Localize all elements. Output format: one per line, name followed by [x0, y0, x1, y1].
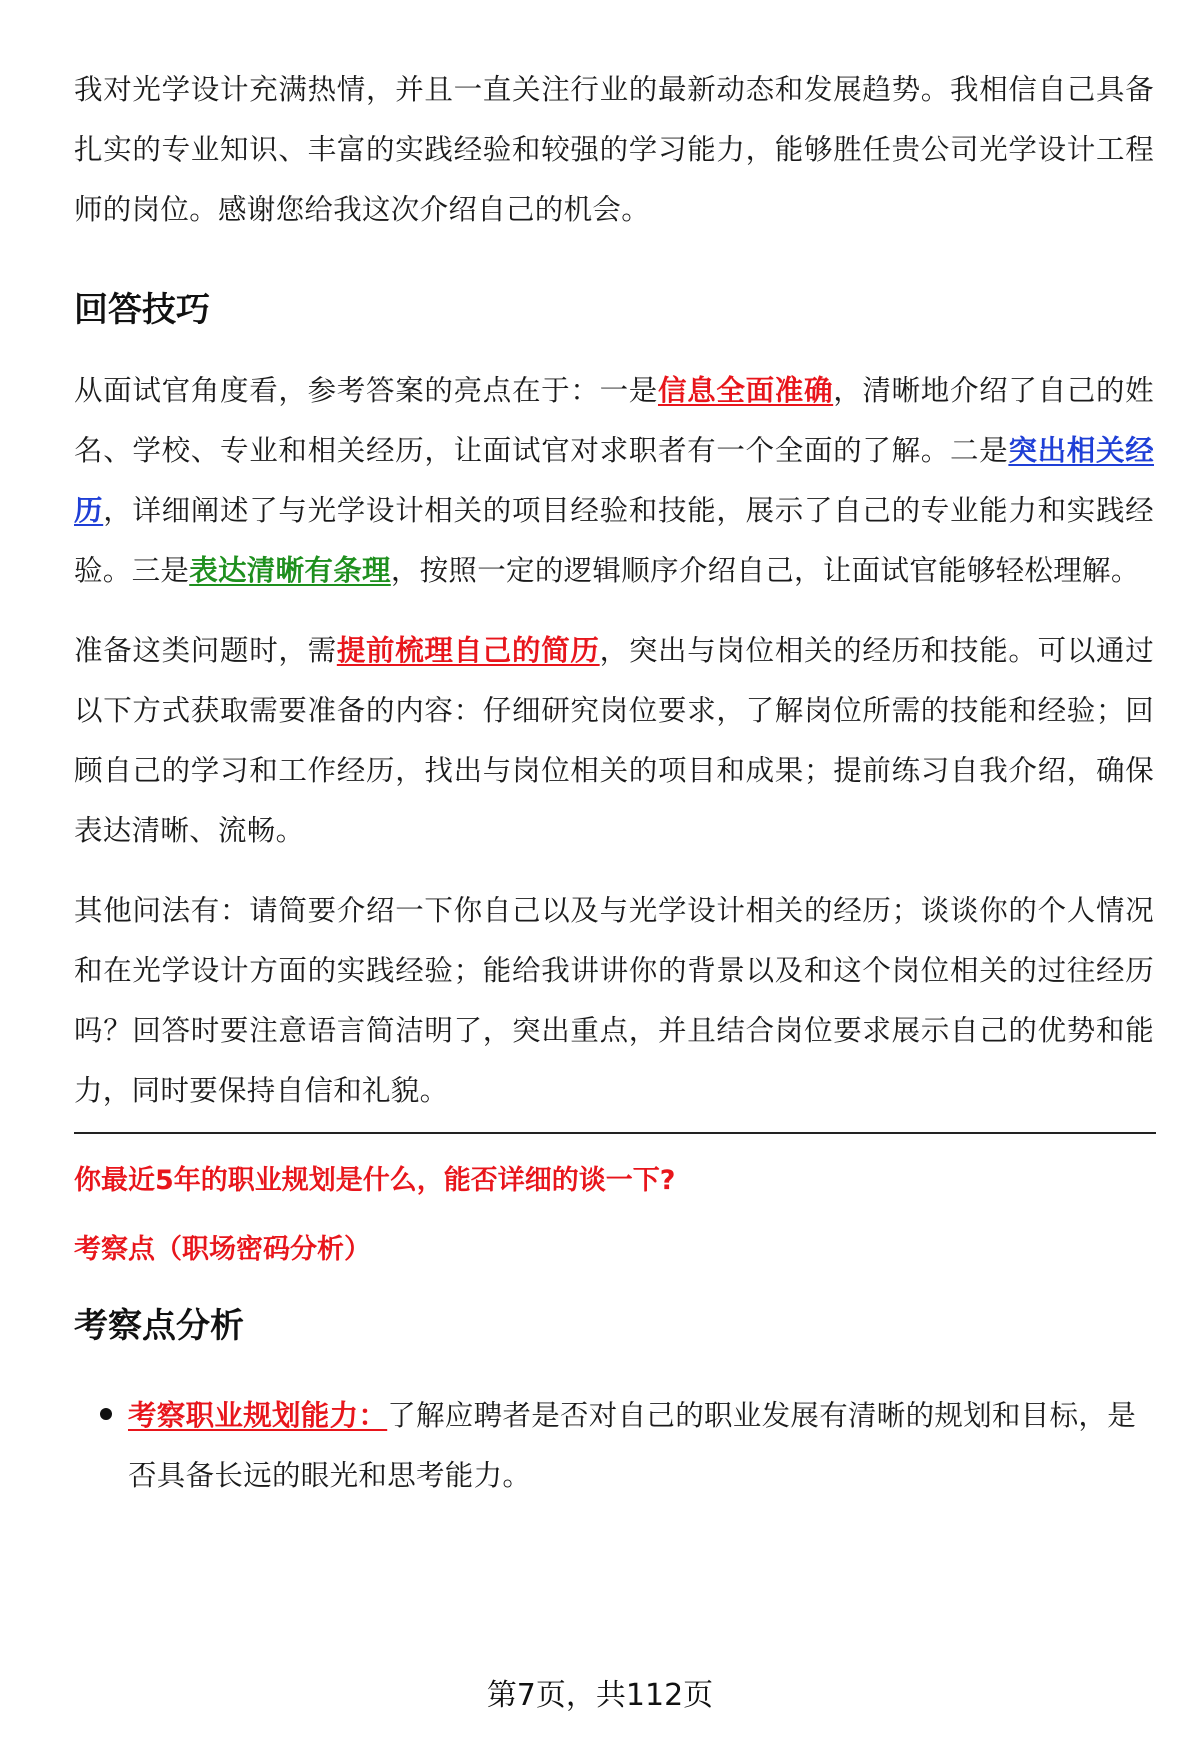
page-number: 第7页，共112页: [486, 1678, 714, 1713]
question-block: [74, 1158, 1154, 1266]
section-heading-tips: 回答技巧: [74, 290, 210, 330]
text-run: 从面试官角度看，参考答案的亮点在于：一是: [74, 374, 658, 407]
highlight-red: 信息全面准确: [657, 374, 834, 407]
highlight-blue: 突出相关经历: [74, 434, 1154, 527]
text-run: ，突出与岗位相关的经历和技能。可以通过以下方式获取需要准备的内容：仔细研究岗位要求，了解岗位所需的技能和经验；回顾自己的学习和工作经历，找出与岗位相关的项目和成果；提前练习自我介绍，确保表达清晰、流畅。: [74, 634, 1155, 847]
bullet-label: 考察职业规划能力：: [128, 1399, 388, 1432]
text-run: 准备这类问题时，需: [74, 634, 337, 667]
highlight-green: 表达清晰有条理: [189, 554, 391, 587]
question-subtitle: 考察点（职场密码分析）: [74, 1234, 371, 1265]
text-run: ，按照一定的逻辑顺序介绍自己，让面试官能够轻松理解。: [390, 554, 1140, 587]
content-column: [74, 60, 1154, 1121]
tips-paragraph-3: 其他问法有：请简要介绍一下你自己以及与光学设计相关的经历；谈谈你的个人情况和在光学设计方面的实践经验；能给我讲讲你的背景以及和这个岗位相关的过往经历吗？回答时要注意语言简洁明了，突出重点，并且结合岗位要求展示自己的优势和能力，同时要保持自信和礼貌。: [74, 894, 1154, 1107]
bullet-text: [128, 1386, 1154, 1506]
question-title: 你最近5年的职业规划是什么，能否详细的谈一下?: [74, 1165, 676, 1196]
section-heading-analysis: 考察点分析: [74, 1306, 244, 1346]
intro-paragraph: 我对光学设计充满热情，并且一直关注行业的最新动态和发展趋势。我相信自己具备扎实的专业知识、丰富的实践经验和较强的学习能力，能够胜任贵公司光学设计工程师的岗位。感谢您给我这次介绍自己的机会。: [74, 73, 1154, 226]
tips-paragraph-2: [74, 621, 1154, 861]
highlight-red: 提前梳理自己的简历: [336, 634, 600, 667]
bullet-body: 了解应聘者是否对自己的职业发展有清晰的规划和目标，是否具备长远的眼光和思考能力。: [128, 1399, 1137, 1492]
horizontal-divider: [74, 1132, 1156, 1134]
list-item: [74, 1386, 1154, 1506]
text-run: ，详细阐述了与光学设计相关的项目经验和技能，展示了自己的专业能力和实践经验。三是: [74, 494, 1154, 587]
bullet-icon: [100, 1408, 112, 1420]
tips-paragraph-1: [74, 361, 1154, 601]
text-run: ，清晰地介绍了自己的姓名、学校、专业和相关经历，让面试官对求职者有一个全面的了解。二是: [74, 374, 1154, 467]
